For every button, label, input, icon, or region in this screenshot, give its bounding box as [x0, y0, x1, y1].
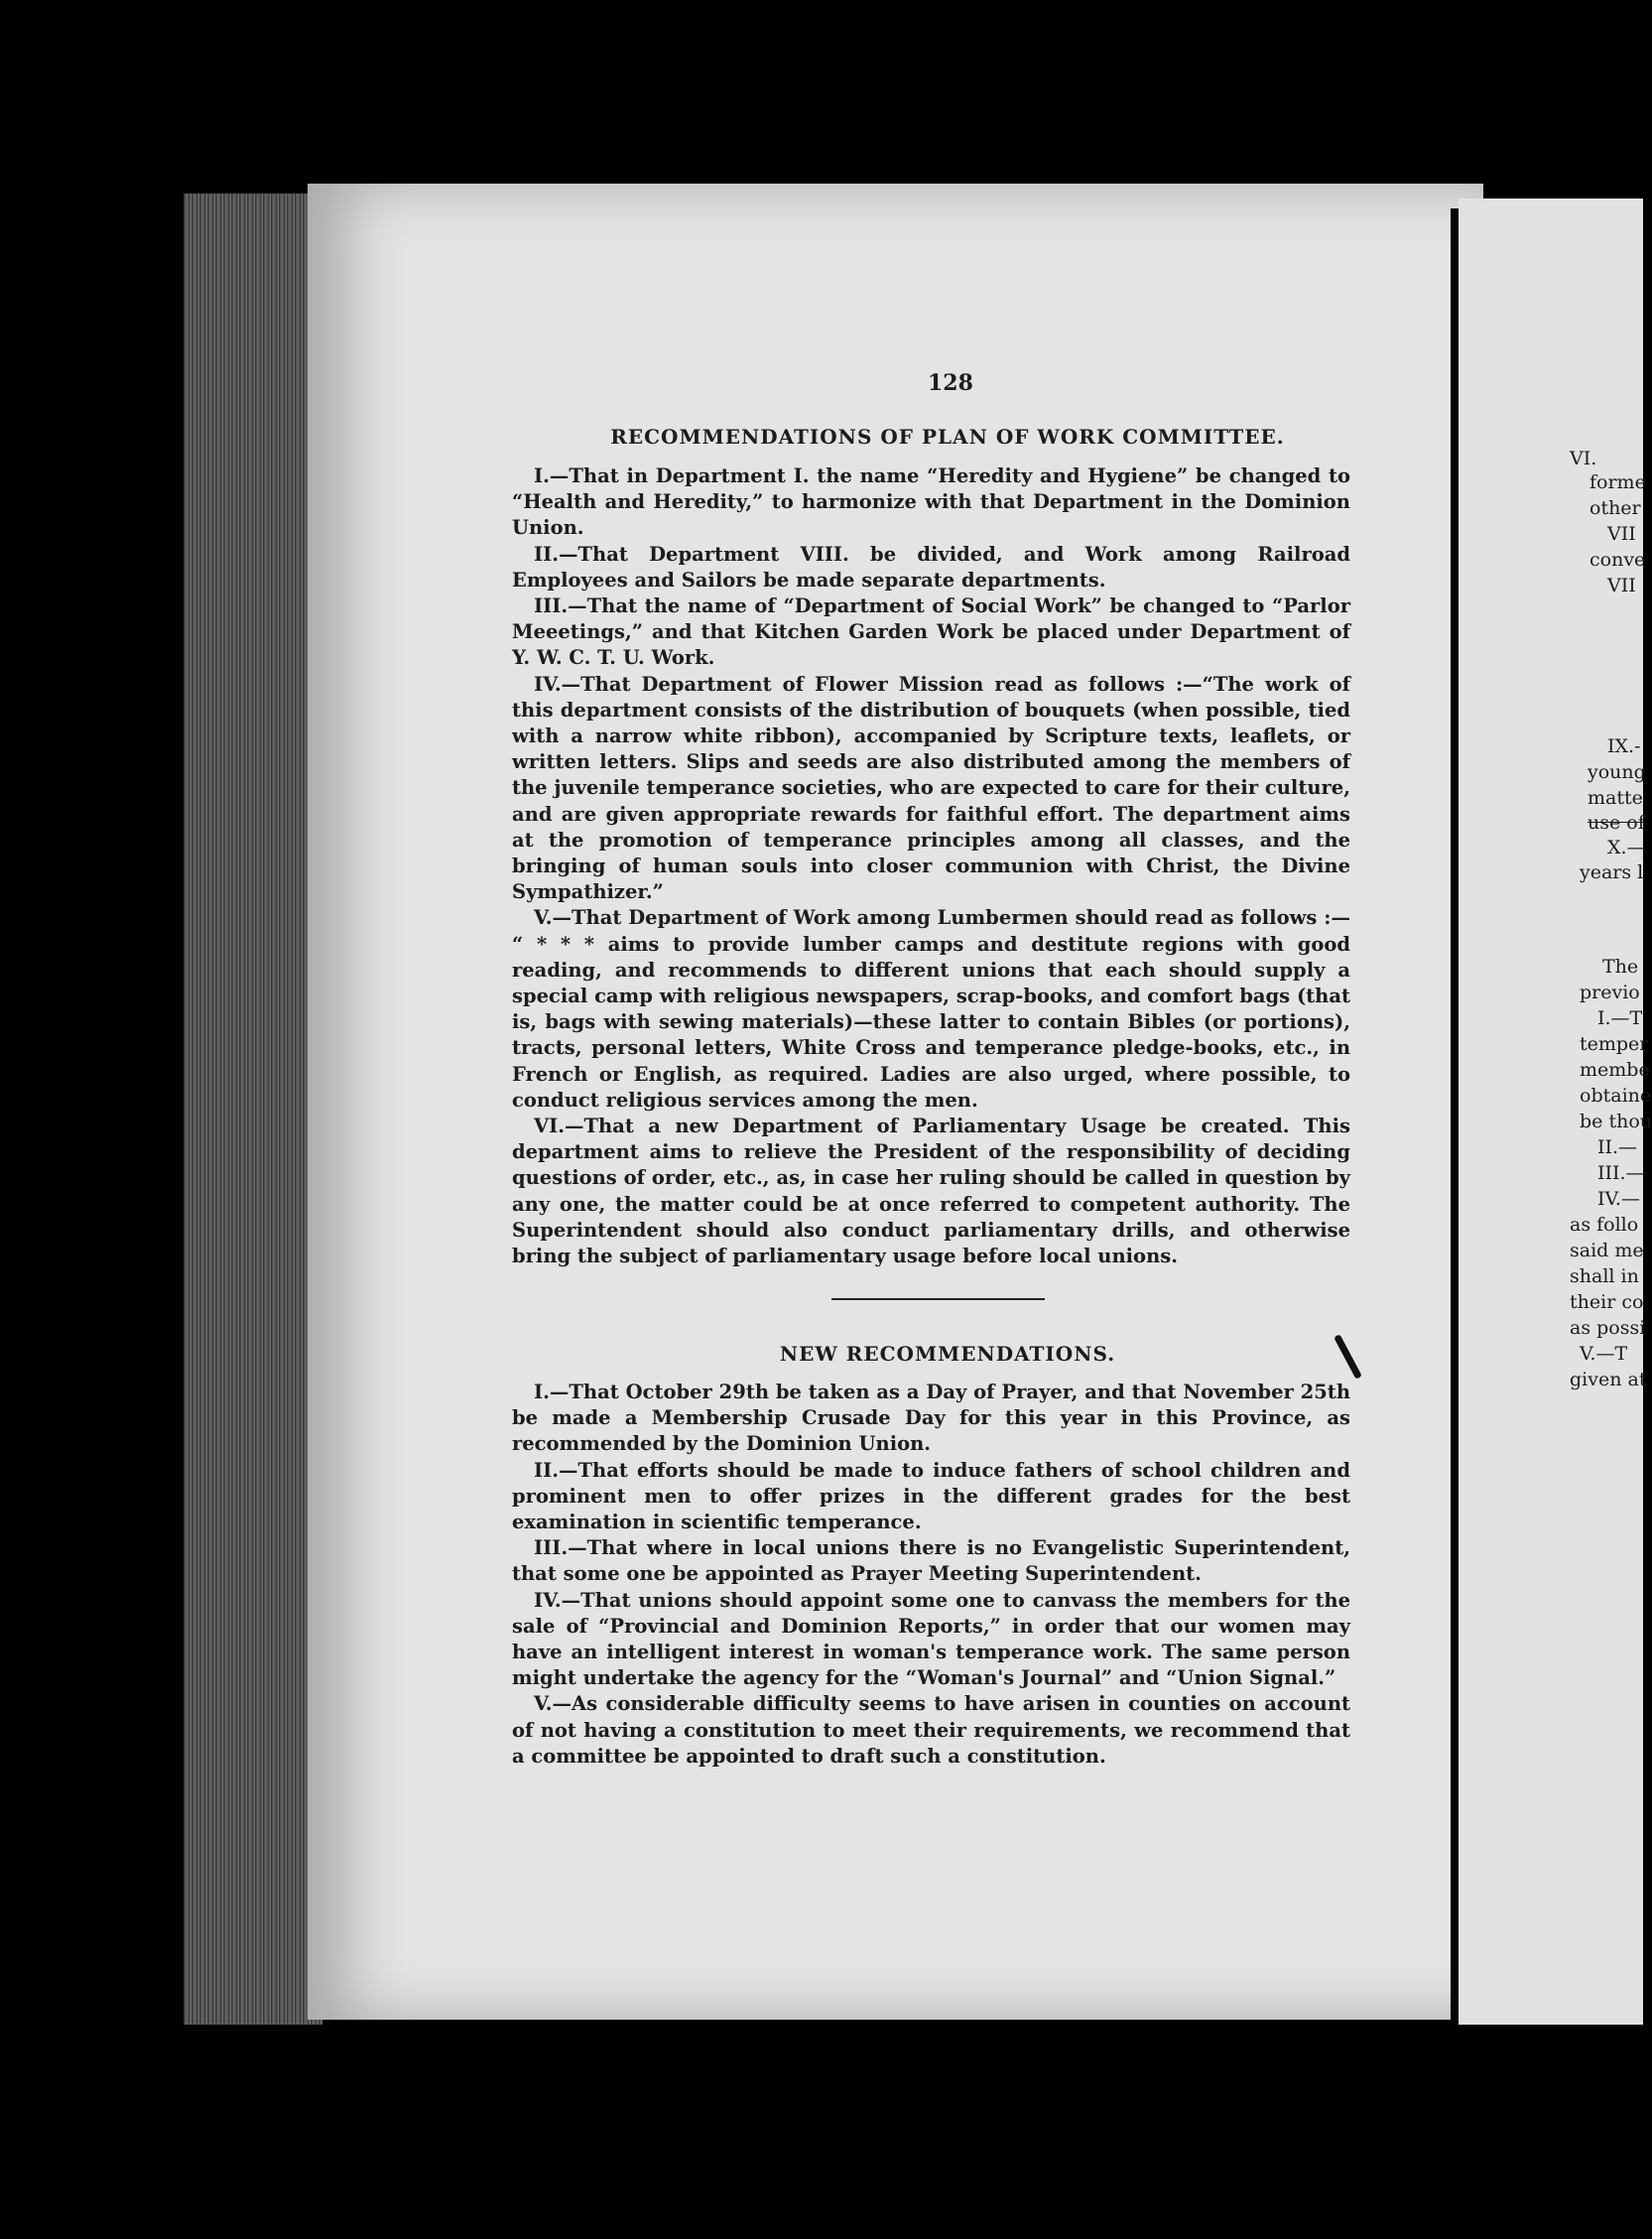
recommendation-paragraph: IV.—That unions should appoint some one to canvass the members for the sale of “Provincial and Dominion Reports,” in order that our women may have an intelligent interest in woman's temperance work. The same person might undertake the agency for the “Woman's Journal” and “Union Signal.”: [512, 1588, 1350, 1690]
right-page-text: forme: [1589, 471, 1646, 493]
right-page-text: conve: [1589, 549, 1646, 571]
page-number: 128: [928, 370, 973, 396]
recommendation-paragraph: IV.—That Department of Flower Mission read as follows :—“The work of this department consists of the distribution of bouquets (when possible, tied with a narrow white ribbon), accompanied by Scripture texts, leaflets, or written letters. Slips and seeds are also distributed among the members of the juvenile temperance societies, who are expected to care for their culture, and are given appropriate rewards for faithful effort. The department aims at the promotion of temperance principles among all classes, and the bringing of human souls into closer communion with Christ, the Divine Sympathizer.”: [512, 672, 1350, 904]
section-heading-plan-of-work: RECOMMENDATIONS OF PLAN OF WORK COMMITTEE.: [610, 425, 1285, 449]
right-page-text: III.—: [1597, 1162, 1645, 1184]
recommendation-paragraph: V.—As considerable difficulty seems to have arisen in counties on account of not having a constitution to meet their requirements, we recommend that a committee be appointed to draft such a constitution.: [512, 1692, 1350, 1768]
right-page-text: VI.: [1570, 448, 1597, 469]
right-page-text: VII: [1607, 523, 1636, 545]
right-page-text: The: [1602, 956, 1639, 978]
recommendation-paragraph: II.—That efforts should be made to induce fathers of school children and prominent men to offer prizes in the different grades for the best examination in scientific temperance.: [512, 1458, 1350, 1534]
right-page-text: previo: [1580, 982, 1640, 1003]
right-page-text: II.—: [1597, 1136, 1638, 1158]
right-page-text: their co: [1570, 1291, 1644, 1313]
recommendation-paragraph: III.—That the name of “Department of Social Work” be changed to “Parlor Meeetings,” and that Kitchen Garden Work be placed under Department of Y. W. C. T. U. Work.: [512, 594, 1350, 670]
recommendation-paragraph: V.—That Department of Work among Lumbermen should read as follows :— “ * * * aims to provide lumber camps and destitute regions with good reading, and recommends to different unions that each should supply a special camp with religious newspapers, scrap-books, and comfort bags (that is, bags with sewing materials)—these latter to contain Bibles (or portions), tracts, personal letters, White Cross and temperance pledge-books, etc., in French or English, as required. Ladies are also urged, where possible, to conduct religious services among the men.: [512, 906, 1350, 1112]
right-page-text: given at: [1570, 1369, 1647, 1390]
book-page-edges: [184, 194, 322, 2025]
right-page-text: as follo: [1570, 1214, 1639, 1236]
recommendation-paragraph: III.—That where in local unions there is no Evangelistic Superintendent, that some one be appointed as Prayer Meeting Superintendent.: [512, 1536, 1350, 1586]
right-page-text: be thou: [1580, 1111, 1652, 1132]
book-gutter: [1451, 208, 1459, 2025]
right-page-fragment: [1459, 198, 1652, 2025]
right-page-text: VII: [1607, 575, 1636, 596]
right-page-text: young: [1588, 761, 1646, 783]
right-page-text: said me: [1570, 1240, 1644, 1261]
right-page-text: as possi: [1570, 1317, 1646, 1339]
recommendation-paragraph: II.—That Department VIII. be divided, and Work among Railroad Employees and Sailors be made separate departments.: [512, 542, 1350, 592]
right-page-text: I.—T: [1597, 1007, 1643, 1029]
right-page-text: X.—: [1607, 837, 1646, 858]
right-page-text: obtaine: [1580, 1085, 1652, 1107]
section-heading-new-recommendations: NEW RECOMMENDATIONS.: [779, 1342, 1116, 1366]
right-page-text: shall in: [1570, 1265, 1639, 1287]
recommendation-paragraph: I.—That in Department I. the name “Heredity and Hygiene” be changed to “Health and Heredity,” to harmonize with that Department in the Dominion Union.: [512, 464, 1350, 540]
right-page-text: matte: [1588, 787, 1643, 809]
section-divider: [831, 1298, 1045, 1300]
new-recommendations: [512, 1380, 1350, 1770]
recommendation-paragraph: I.—That October 29th be taken as a Day of Prayer, and that November 25th be made a Membership Crusade Day for this year in this Province, as recommended by the Dominion Union.: [512, 1381, 1350, 1456]
right-page-text: temper: [1580, 1033, 1649, 1055]
recommendation-paragraph: VI.—That a new Department of Parliamentary Usage be created. This department aims to relieve the President of the responsibility of deciding questions of order, etc., as, in case her ruling should be called in question by any one, the matter could be at once referred to competent authority. The Superintendent should also conduct parliamentary drills, and otherwise bring the subject of parliamentary usage before local unions.: [512, 1115, 1350, 1268]
plan-of-work-recommendations: [512, 463, 1350, 1269]
right-page-text: IX.-: [1607, 735, 1641, 757]
right-page-text: other: [1589, 497, 1641, 519]
right-page-text: use of: [1588, 812, 1645, 834]
right-page-text: membe: [1580, 1059, 1650, 1081]
right-page-text: years l: [1580, 861, 1644, 883]
right-page-text: IV.—: [1597, 1188, 1640, 1210]
right-page-text: V.—T: [1580, 1343, 1628, 1365]
